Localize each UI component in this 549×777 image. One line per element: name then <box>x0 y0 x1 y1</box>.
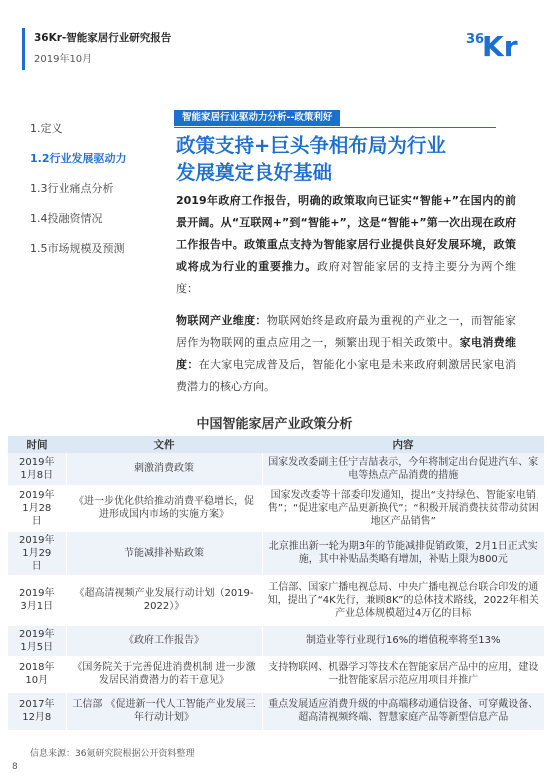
iot-dimension-label: 物联网产业维度： <box>176 314 267 327</box>
cell-content: 北京推出新一轮为期3年的节能减排促销政策，2月1日正式实施，其中补贴品类略有增加，补贴上限为800元 <box>262 531 544 575</box>
iot-dimension-text: 物联网始终是政府最为重视的产业之一，而智能家居作为物联网的重点应用之一，频繁出现于相关政策中。 <box>176 314 517 349</box>
cell-time: 2019年 1月5日 <box>8 625 66 656</box>
cell-content: 国家发改委副主任宁吉喆表示，今年将制定出台促进汽车、家电等热点产品消费的措施 <box>262 453 544 485</box>
cell-document: 《国务院关于完善促进消费机制 进一步激发居民消费潜力的若干意见》 <box>66 656 262 692</box>
cell-document: 《政府工作报告》 <box>66 625 262 656</box>
table-row <box>8 575 544 625</box>
table-row <box>8 692 544 730</box>
cell-document: 《超高清视频产业发展行动计划（2019-2022）》 <box>66 575 262 625</box>
table-row <box>8 531 544 575</box>
logo-large-text: Kr <box>482 30 518 63</box>
cell-time: 2019年 1月28 日 <box>8 485 66 531</box>
page-headline <box>176 132 516 186</box>
header-document: 文件 <box>66 436 262 453</box>
cell-document: 刺激消费政策 <box>66 453 262 485</box>
header-accent-bar <box>22 28 25 70</box>
cell-time: 2018年 10月 <box>8 656 66 692</box>
table-row <box>8 485 544 531</box>
cell-time: 2019年 1月8日 <box>8 453 66 485</box>
paragraph-2 <box>176 310 516 398</box>
table-title: 中国智能家居产业政策分析 <box>196 417 353 432</box>
cell-content: 重点发展适应消费升级的中高端移动通信设备、可穿戴设备、超高清视频终端、智慧家庭产品等新型信息产品 <box>262 692 544 730</box>
paragraph-1 <box>176 190 516 300</box>
cell-time: 2019年 1月29 日 <box>8 531 66 575</box>
headline-line-2: 发展奠定良好基础 <box>176 161 333 184</box>
policy-table <box>8 436 544 731</box>
cell-time: 2017年 12月8 <box>8 692 66 730</box>
table-row <box>8 625 544 656</box>
headline-line-1: 政策支持+巨头争相布局为行业 <box>176 134 446 157</box>
header-content: 内容 <box>262 436 544 453</box>
body-text <box>176 190 516 408</box>
cell-content: 支持物联网、机器学习等技术在智能家居产品中的应用，建设一批智能家居示范应用项目并推广 <box>262 656 544 692</box>
section-tag: 智能家居行业驱动力分析--政策利好 <box>174 110 340 126</box>
toc-item-drivers[interactable]: 1.2行业发展驱动力 <box>30 152 127 165</box>
report-title: 36Kr-智能家居行业研究报告 <box>34 32 172 44</box>
appliance-dimension-label: 家电消费维度： <box>176 336 517 371</box>
table-of-contents <box>30 121 170 271</box>
toc-item-investment[interactable]: 1.4投融资情况 <box>30 212 103 225</box>
toc-item-definition[interactable]: 1.定义 <box>30 122 63 135</box>
source-note: 信息来源：36氪研究院根据公开资料整理 <box>30 749 195 759</box>
appliance-dimension-text: 在大家电完成普及后，智能化小家电是未来政府刺激居民家电消费潜力的核心方向。 <box>176 358 517 393</box>
cell-content: 国家发改委等十部委印发通知，提出“支持绿色、智能家电销售”；“促进家电产品更新换代”；“积极开展消费扶贫带动贫困地区产品销售” <box>262 485 544 531</box>
paragraph-1-bold: 2019年政府工作报告，明确的政策取向已证实“智能+”在国内的前景开阔。从“互联网+”到“智能+”，这是“智能+”第一次出现在政府工作报告中。政策重点支持为智能家居行业提供良好发展环境，政策或将成为行业的重要推力。 <box>176 194 516 273</box>
report-date: 2019年10月 <box>34 54 93 65</box>
table-header-row <box>8 436 544 453</box>
logo-small-text: 36 <box>466 32 485 47</box>
cell-document: 工信部 《促进新一代人工智能产业发展三年行动计划》 <box>66 692 262 730</box>
cell-document: 节能减排补贴政策 <box>66 531 262 575</box>
toc-item-pain-points[interactable]: 1.3行业痛点分析 <box>30 182 114 195</box>
cell-content: 制造业等行业现行16%的增值税率将至13% <box>262 625 544 656</box>
brand-logo <box>466 30 528 64</box>
cell-document: 《进一步优化供给推动消费平稳增长，促进形成国内市场的实施方案》 <box>66 485 262 531</box>
cell-time: 2019年 3月1日 <box>8 575 66 625</box>
page-number: 8 <box>12 762 18 772</box>
paragraph-1-normal: 政府对智能家居的支持主要分为两个维度： <box>176 260 516 295</box>
table-row <box>8 656 544 692</box>
cell-content: 工信部、国家广播电视总局、中央广播电视总台联合印发的通知，提出了“4K先行，兼顾8K”的总体技术路线，2022年相关产业总体规模超过4万亿的目标 <box>262 575 544 625</box>
header-time: 时间 <box>8 436 66 453</box>
section-divider <box>174 127 496 128</box>
table-row <box>8 453 544 485</box>
toc-item-market-size[interactable]: 1.5市场规模及预测 <box>30 242 125 255</box>
